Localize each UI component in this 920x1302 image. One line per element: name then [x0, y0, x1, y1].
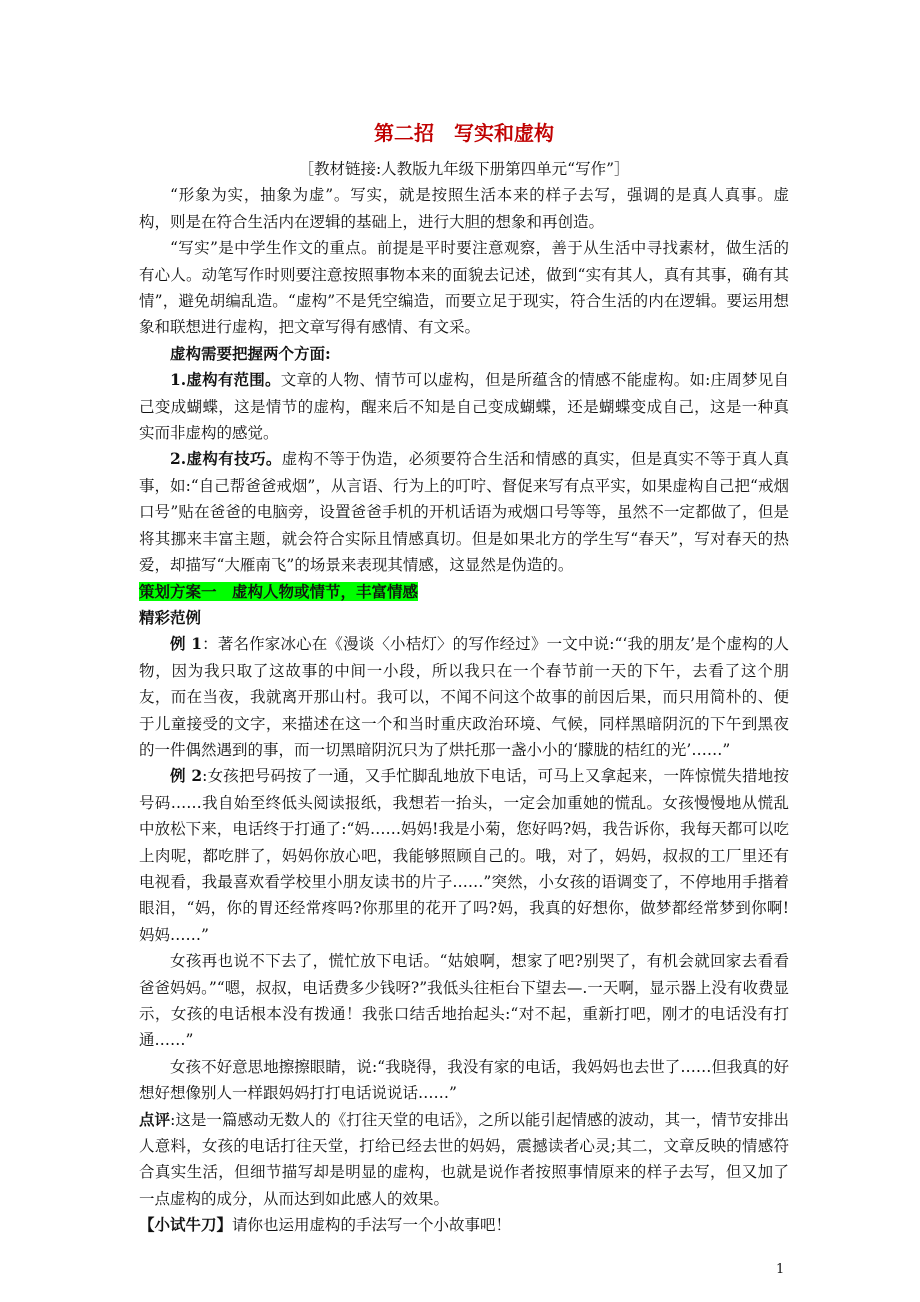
textbook-link: ［教材链接:人教版九年级下册第四单元“写作”］ — [298, 160, 630, 178]
intro-paragraph-2: “写实”是中学生作文的重点。前提是平时要注意观察，善于从生活中寻找素材，做生活的有心人。动笔写作时则要注意按照事物本来的面貌去记述，做到“实有其人，真有其事，确有其情”，避免胡编乱造。“虚构”不是凭空编造，而要立足于现实，符合生活的内在逻辑。要运用想象和联想进行虚构，把文章写得有感情、有文采。 — [139, 239, 789, 337]
page-number: 1 — [776, 1262, 785, 1277]
point-2-paragraph — [139, 446, 789, 578]
practice-text: 请你也运用虚构的手法写一个小故事吧！ — [232, 1216, 512, 1235]
point-2-label: 2.虚构有技巧。 — [170, 449, 282, 469]
practice-paragraph — [139, 1212, 789, 1238]
point-1-paragraph — [139, 367, 789, 446]
example-2-ending: 女孩不好意思地擦擦眼睛，说:“我晓得，我没有家的电话，我妈妈也去世了……但我真的好想好想像别人一样跟妈妈打打电话说说话……” — [139, 1057, 789, 1103]
point-1-text: 文章的人物、情节可以虚构，但是所蕴含的情感不能虚构。如:庄周梦见自己变成蝴蝶，这是情节的虚构，醒来后不知是自己变成蝴蝶，还是蝴蝶变成自己，这是一种真实而非虚构的感觉。 — [139, 371, 789, 443]
point-2-text: 虚构不等于伪造，必须要符合生活和情感的真实，但是真实不等于真人真事，如:“自己帮爸爸戒烟”，从言语、行为上的叮咛、督促来写有点平实，如果虚构自己把“戒烟口号”贴在爸爸的电脑旁，设置爸爸手机的开机话语为戒烟口号等等，虽然不一定都做了，但是将其挪来丰富主题，就会符合实际且情感真切。但是如果北方的学生写“春天”，写对春天的热爱，却描写“大雁南飞”的场景来表现其情感，这显然是伪造的。 — [139, 450, 789, 575]
page-title: 第二招 写实和虚构 — [374, 121, 554, 145]
page-content — [139, 118, 789, 1239]
example-2-continuation: 女孩再也说不下去了，慌忙放下电话。“姑娘啊，想家了吧?别哭了，有机会就回家去看看爸爸妈妈。”“嗯，叔叔，电话费多少钱呀?”我低头往柜台下望去—.一天啊，显示器上没有收费显示，女孩的电话根本没有拨通！我张口结舌地抬起头:“对不起，重新打吧，刚才的电话没有打通……” — [139, 952, 789, 1050]
example-1-paragraph — [139, 631, 789, 763]
example-1-label: 例 1 — [170, 634, 202, 654]
aspects-heading: 虚构需要把握两个方面: — [170, 343, 331, 363]
plan-heading-line — [139, 579, 789, 605]
example-2-label: 例 2 — [170, 766, 203, 786]
intro-paragraph-1: “形象为实，抽象为虚”。写实，就是按照生活本来的样子去写，强调的是真人真事。虚构，则是在符合生活内在逻辑的基础上，进行大胆的想象和再创造。 — [139, 186, 789, 231]
example-2-paragraph — [139, 763, 789, 948]
comment-text: :这是一篇感动无数人的《打往天堂的电话》，之所以能引起情感的波动，其一，情节安排出人意料，女孩的电话打往天堂，打给已经去世的妈妈，震撼读者心灵;其二，文章反映的情感符合真实生活，但细节描写却是明显的虚构，也就是说作者按照事情原来的样子去写，但又加了一点虚构的成分，从而达到如此感人的效果。 — [139, 1110, 789, 1208]
examples-heading: 精彩范例 — [139, 607, 202, 627]
example-2-text: :女孩把号码按了一通，又手忙脚乱地放下电话，可马上又拿起来，一阵惊慌失措地按号码……我自始至终低头阅读报纸，我想若一抬头，一定会加重她的慌乱。女孩慢慢地从慌乱中放松下来，电话终于打通了:“妈……妈妈!我是小菊，您好吗?妈，我告诉你，我每天都可以吃上肉呢，都吃胖了，妈妈你放心吧，我能够照顾自己的。哦，对了，妈妈，叔叔的工厂里还有电视看，我最喜欢看学校里小朋友读书的片子……”突然，小女孩的语调变了，不停地用手揩着眼泪，“妈，你的胃还经常疼吗?你那里的花开了吗?妈，我真的好想你，做梦都经常梦到你啊!妈妈……” — [139, 767, 789, 944]
comment-label: 点评 — [139, 1109, 171, 1129]
point-1-label: 1.虚构有范围。 — [170, 370, 281, 390]
practice-label: 【小试牛刀】 — [139, 1215, 233, 1235]
example-1-text: ：著名作家冰心在《漫谈〈小桔灯〉的写作经过》一文中说:“‘我的朋友’是个虚构的人物，因为我只取了这故事的中间一小段，所以我只在一个春节前一天的下午，去看了这个朋友，而在当夜，我就离开那山村。我可以，不闻不问这个故事的前因后果，而只用简朴的、便于儿童接受的文字，来描述在这一个和当时重庆政治环境、气候，同样黑暗阴沉的下午到黑夜的一件偶然遇到的事，而一切黑暗阴沉只为了烘托那一盏小小的‘朦胧的桔红的光’……” — [139, 635, 789, 759]
plan-heading: 策划方案一 虚构人物或情节，丰富情感 — [139, 581, 419, 601]
comment-paragraph — [139, 1107, 789, 1213]
